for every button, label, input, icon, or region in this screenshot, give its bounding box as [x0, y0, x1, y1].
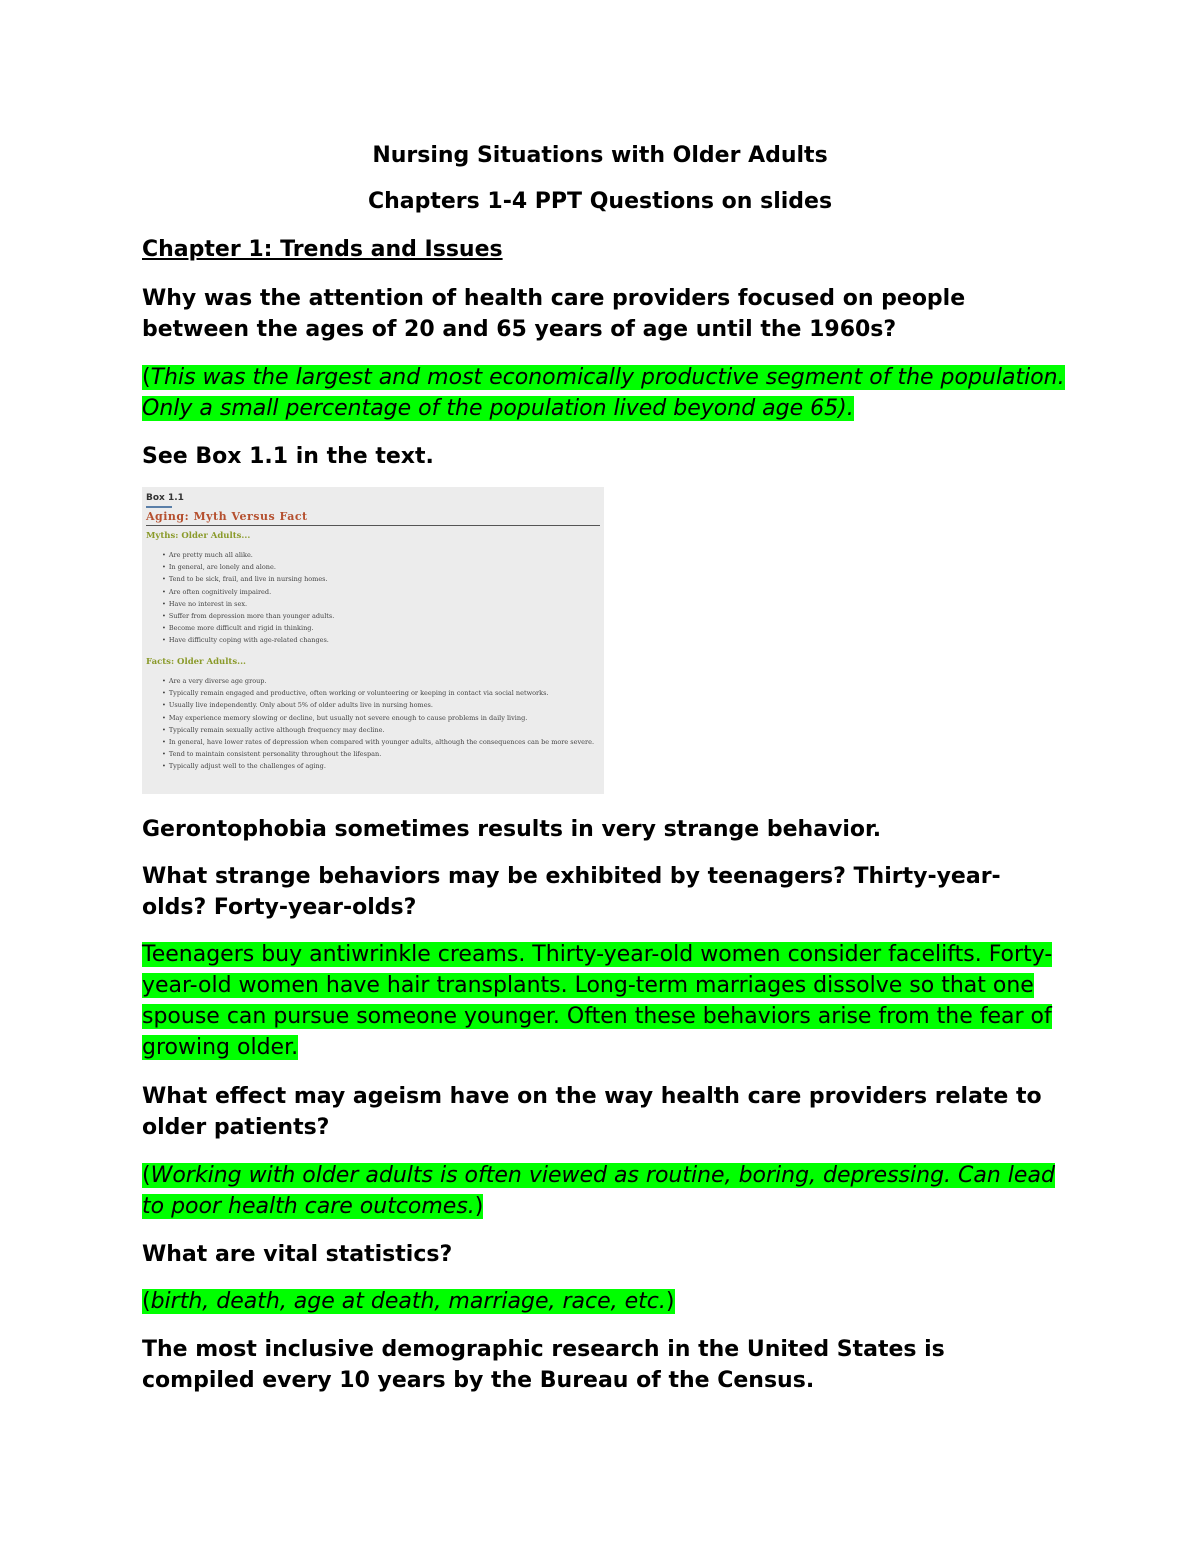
box-myths-list: [162, 549, 334, 647]
question-2: Gerontophobia sometimes results in very strange behavior.: [142, 817, 882, 842]
list-item: • Are a very diverse age group.: [162, 675, 594, 687]
box-rule: [146, 525, 600, 526]
list-item: • May experience memory slowing or decline, but usually not severe enough to cause problems in daily living.: [162, 712, 594, 724]
list-item: • Typically remain engaged and productive, often working or volunteering or keeping in contact via social networks.: [162, 687, 594, 699]
answer-5: [142, 1286, 1082, 1317]
list-item: • Typically adjust well to the challenges of aging.: [162, 760, 594, 772]
statement-census: The most inclusive demographic research in the United States is compiled every 10 years by the Bureau of the Census.: [142, 1337, 945, 1393]
list-item: • Typically remain sexually active although frequency may decline.: [162, 724, 594, 736]
list-item: • Tend to be sick, frail, and live in nursing homes.: [162, 573, 334, 585]
answer-5-close: ): [665, 1289, 675, 1314]
list-item: • In general, have lower rates of depression when compared with younger adults, although the consequences can be more severe.: [162, 736, 594, 748]
box-myths-heading: Myths: Older Adults...: [146, 531, 251, 541]
box-label-bar: [146, 506, 172, 508]
answer-4-close: ): [474, 1194, 484, 1219]
question-3: What strange behaviors may be exhibited by teenagers? Thirty-year-olds? Forty-year-olds?: [142, 864, 1001, 920]
box-1-1-image: [142, 487, 604, 794]
list-item: • Have difficulty coping with age-related changes.: [162, 634, 334, 646]
question-1: Why was the attention of health care providers focused on people between the ages of 20 and 65 years of age until the 1960s?: [142, 286, 966, 342]
see-box-note: See Box 1.1 in the text.: [142, 444, 434, 469]
list-item: • Become more difficult and rigid in thinking.: [162, 622, 334, 634]
list-item: • Have no interest in sex.: [162, 598, 334, 610]
list-item: • In general, are lonely and alone.: [162, 561, 334, 573]
answer-3-text: Teenagers buy antiwrinkle creams. Thirty-year-old women consider facelifts. Forty-year-old women have hair transplants. Long-term marriages dissolve so that one spouse can pursue someone younger. Often these behaviors arise from the fear of growing older.: [142, 942, 1053, 1060]
answer-4: [142, 1160, 1082, 1222]
answer-1-text: This was the largest and most economically productive segment of the population. Only a small percentage of the population lived beyond age 65).: [142, 365, 1065, 421]
answer-5-open: (: [142, 1289, 151, 1314]
list-item: • Suffer from depression more than younger adults.: [162, 610, 334, 622]
answer-4-open: (: [142, 1163, 151, 1188]
answer-3: [142, 939, 1082, 1063]
answer-1-open: (: [142, 365, 151, 390]
answer-5-text: birth, death, age at death, marriage, race, etc.: [150, 1289, 666, 1314]
question-4: What effect may ageism have on the way health care providers relate to older patients?: [142, 1084, 1042, 1140]
answer-4-text: Working with older adults is often viewed as routine, boring, depressing. Can lead to poor health care outcomes.: [142, 1163, 1055, 1219]
question-5: What are vital statistics?: [142, 1242, 453, 1267]
box-facts-heading: Facts: Older Adults...: [146, 657, 247, 667]
document-title: Nursing Situations with Older Adults: [372, 143, 828, 168]
list-item: • Tend to maintain consistent personality throughout the lifespan.: [162, 748, 594, 760]
answer-1: [142, 362, 1082, 424]
document-subtitle: Chapters 1-4 PPT Questions on slides: [367, 189, 833, 214]
list-item: • Usually live independently. Only about 5% of older adults live in nursing homes.: [162, 699, 594, 711]
box-label: Box 1.1: [146, 493, 184, 503]
chapter-heading: Chapter 1: Trends and Issues: [142, 237, 503, 262]
list-item: • Are pretty much all alike.: [162, 549, 334, 561]
list-item: • Are often cognitively impaired.: [162, 586, 334, 598]
box-facts-list: [162, 675, 594, 773]
box-title: Aging: Myth Versus Fact: [146, 510, 308, 523]
